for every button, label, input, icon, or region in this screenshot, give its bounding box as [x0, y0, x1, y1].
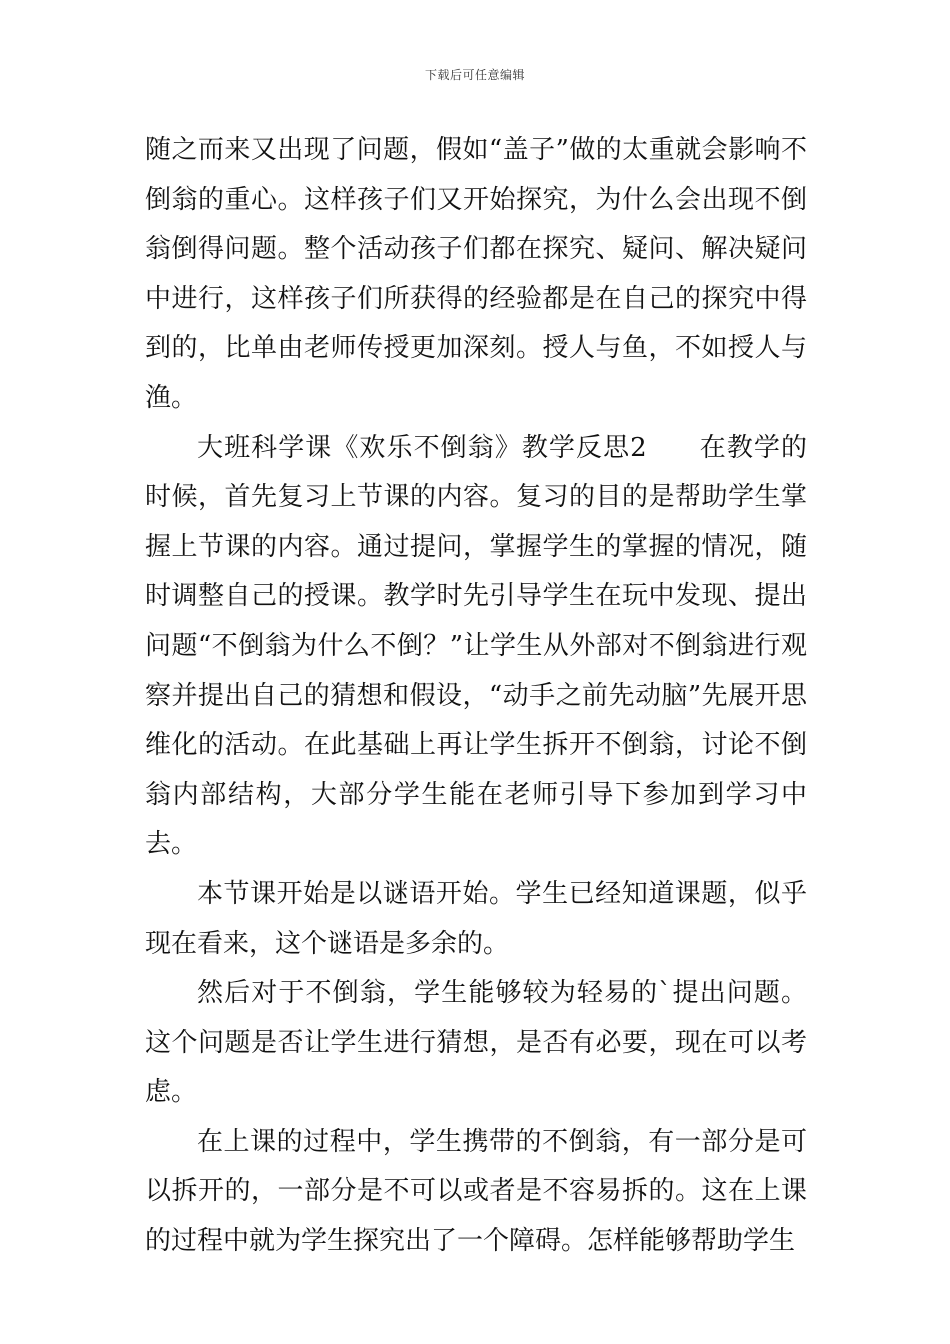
paragraph-1: 随之而来又出现了问题，假如“盖子”做的太重就会影响不倒翁的重心。这样孩子们又开始探究，为什么会出现不倒翁倒得问题。整个活动孩子们都在探究、疑问、解决疑问中进行，这样孩子们所获得的经验都是在自己的探究中得到的，比单由老师传授更加深刻。授人与鱼，不如授人与渔。 [145, 135, 807, 413]
paragraph-3: 本节课开始是以谜语开始。学生已经知道课题，似乎现在看来，这个谜语是多余的。 [145, 878, 807, 959]
section-title: 大班科学课《欢乐不倒翁》教学反思2 [197, 432, 647, 463]
paragraph-2-text: 在教学的时候，首先复习上节课的内容。复习的目的是帮助学生掌握上节课的内容。通过提问，掌握学生的掌握的情况，随时调整自己的授课。教学时先引导学生在玩中发现、提出问题“不倒翁为什么不倒？”让学生从外部对不倒翁进行观察并提出自己的猜想和假设，“动手之前先动脑”先展开思维化的活动。在此基础上再让学生拆开不倒翁，讨论不倒翁内部结构，大部分学生能在老师引导下参加到学习中去。 [145, 432, 807, 860]
paragraph-4: 然后对于不倒翁，学生能够较为轻易的`提出问题。这个问题是否让学生进行猜想，是否有必要，现在可以考虑。 [145, 978, 807, 1108]
paragraph-2 [145, 424, 807, 870]
document-body [145, 126, 807, 1267]
page-header: 下载后可任意编辑 [424, 68, 525, 82]
paragraph-5: 在上课的过程中，学生携带的不倒翁，有一部分是可以拆开的，一部分是不可以或者是不容易拆的。这在上课的过程中就为学生探究出了一个障碍。怎样能够帮助学生 [145, 1126, 807, 1257]
